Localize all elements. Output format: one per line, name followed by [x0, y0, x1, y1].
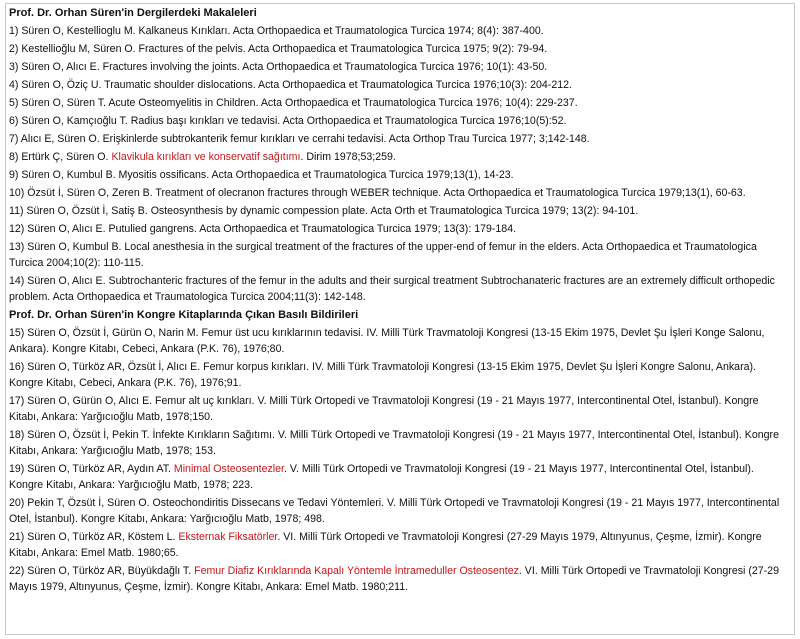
congress-paper-list [6, 325, 794, 595]
highlighted-title: Klavikula kırıkları ve konservatif sağıtımı [111, 151, 301, 163]
reference-item: 11) Süren O, Özsüt İ, Satiş B. Osteosynthesis by dynamic compession plate. Acta Orth et Traumatologica Turcica 1979; 13(2): 94-101. [9, 205, 639, 217]
reference-item: 17) Süren O, Gürün O, Alıcı E. Femur alt uç kırıkları. V. Milli Türk Ortopedi ve Travmatoloji Kongresi (19 - 21 Mayıs 1977, Intercontinental Otel, İstanbul). Kongre Kitabı, Ankara: Yarğıcıoğlu Matb, 1978;150. [9, 395, 759, 423]
highlighted-title: Femur Diafiz Kırıklarında Kapalı Yöntemle İntrameduller Osteosentez [194, 565, 519, 577]
reference-item: 13) Süren O, Kumbul B. Local anesthesia in the surgical treatment of the fractures of the upper-end of femur in the elders. Acta Orthopaedica et Traumatologica Turcica 2004;10(2): 110-115. [9, 241, 757, 269]
reference-details: . VI. Milli Türk Ortopedi ve Travmatoloji Kongresi (27-29 Mayıs 1979, Altınyunus, Çeşme, İzmir). Kongre Kitabı, Ankara: Emel Matb. 1980;211. [9, 565, 779, 593]
reference-item [6, 149, 794, 165]
reference-details: . Dirim 1978;53;259. [300, 151, 396, 163]
reference-item [6, 461, 794, 493]
reference-authors: 21) Süren O, Türköz AR, Köstem L. [9, 531, 179, 543]
reference-item: 3) Süren O, Alıcı E. Fractures involving the joints. Acta Orthopaedica et Traumatologica Turcica 1976; 10(1): 43-50. [9, 61, 548, 73]
highlighted-title: Eksternak Fiksatörler [178, 531, 278, 543]
reference-item: 16) Süren O, Türköz AR, Özsüt İ, Alıcı E. Femur korpus kırıkları. IV. Milli Türk Travmatoloji Kongresi (13-15 Ekim 1975, Devlet Şu İşleri Kongre Salonu, Ankara). Kongre Kitabı, Cebeci, Ankara (P.K. 76), 1976;91. [9, 361, 756, 389]
reference-item: 5) Süren O, Süren T. Acute Osteomyelitis in Children. Acta Orthopaedica et Traumatologica Turcica 1976; 10(4): 229-237. [9, 97, 578, 109]
reference-authors: 8) Ertürk Ç, Süren O. [9, 151, 112, 163]
reference-item: 20) Pekin T, Özsüt İ, Süren O. Osteochondiritis Dissecans ve Tedavi Yöntemleri. V. Milli Türk Ortopedi ve Travmatoloji Kongresi (19 - 21 Mayıs 1977, Intercontinental Otel, İstanbul). Kongre Kitabı, Ankara: Yarğıcıoğlu Matb, 1978; 498. [9, 497, 780, 525]
reference-details: . V. Milli Türk Ortopedi ve Travmatoloji Kongresi (19 - 21 Mayıs 1977, Intercontinental Otel, İstanbul). Kongre Kitabı, Ankara: Yarğıcıoğlu Matb, 1978; 223. [9, 463, 754, 491]
highlighted-title: Minimal Osteosentezler [173, 463, 284, 475]
reference-item: 10) Özsüt İ, Süren O, Zeren B. Treatment of olecranon fractures through WEBER technique. Acta Orthopaedica et Traumatologica Turcica 1979;13(1), 60-63. [9, 187, 746, 199]
reference-item: 14) Süren O, Alıcı E. Subtrochanteric fractures of the femur in the adults and their surgical treatment Subtrochanateric fractures are an extremely difficult orthopedic problem. Acta Orthopaedica et Traumatologica Turcica 2004;11(3): 142-148. [9, 275, 775, 303]
section-heading-journal-articles: Prof. Dr. Orhan Süren'in Dergilerdeki Makaleleri [9, 7, 257, 19]
reference-item: 1) Süren O, Kestellioglu M. Kalkaneus Kırıkları. Acta Orthopaedica et Traumatologica Turcica 1974; 8(4): 387-400. [9, 25, 544, 37]
document-frame [5, 3, 795, 635]
reference-item: 6) Süren O, Kamçıoğlu T. Radius başı kırıkları ve tedavisi. Acta Orthopaedica et Traumatologica Turcica 1976;10(5):52. [9, 115, 567, 127]
reference-item [6, 529, 794, 561]
reference-item: 15) Süren O, Özsüt İ, Gürün O, Narin M. Femur üst ucu kırıklarının tedavisi. IV. Milli Türk Travmatoloji Kongresi (13-15 Ekim 1975, Devlet Şu İşleri Konge Salonu, Ankara). Kongre Kitabı, Cebeci, Ankara (P.K. 76), 1976;80. [9, 327, 765, 355]
reference-item: 4) Süren O, Öziç U. Traumatic shoulder dislocations. Acta Orthopaedica et Traumatologica Turcica 1976;10(3): 204-212. [9, 79, 572, 91]
reference-item: 18) Süren O, Özsüt İ, Pekin T. İnfekte Kırıkların Sağıtımı. V. Milli Türk Ortopedi ve Travmatoloji Kongresi (19 - 21 Mayıs 1977, Intercontinental Otel, İstanbul). Kongre Kitabı, Ankara: Yarğıcıoğlu Matb, 1978; 153. [9, 429, 779, 457]
section-heading-congress-papers: Prof. Dr. Orhan Süren'in Kongre Kitaplarında Çıkan Basılı Bildirileri [9, 309, 359, 321]
reference-item: 2) Kestellioğlu M, Süren O. Fractures of the pelvis. Acta Orthopaedica et Traumatologica Turcica 1975; 9(2): 79-94. [9, 43, 548, 55]
reference-item: 9) Süren O, Kumbul B. Myositis ossificans. Acta Orthopaedica et Traumatologica Turcica 1979;13(1), 14-23. [9, 169, 514, 181]
reference-item [6, 563, 794, 595]
reference-authors: 19) Süren O, Türköz AR, Aydın AT. [9, 463, 174, 475]
journal-article-list [6, 23, 794, 305]
reference-item: 12) Süren O, Alıcı E. Putulied gangrens. Acta Orthopaedica et Traumatologica Turcica 1979; 13(3): 179-184. [9, 223, 517, 235]
reference-details: . VI. Milli Türk Ortopedi ve Travmatoloji Kongresi (27-29 Mayıs 1979, Altınyunus, Çeşme, İzmir). Kongre Kitabı, Ankara: Emel Matb. 1980;65. [9, 531, 762, 559]
reference-item: 7) Alıcı E, Süren O. Erişkinlerde subtrokanterik femur kırıkları ve cerrahi tedavisi. Acta Orthop Trau Turcica 1977; 3;142-148. [9, 133, 590, 145]
reference-authors: 22) Süren O, Türköz AR, Büyükdağlı T. [9, 565, 195, 577]
